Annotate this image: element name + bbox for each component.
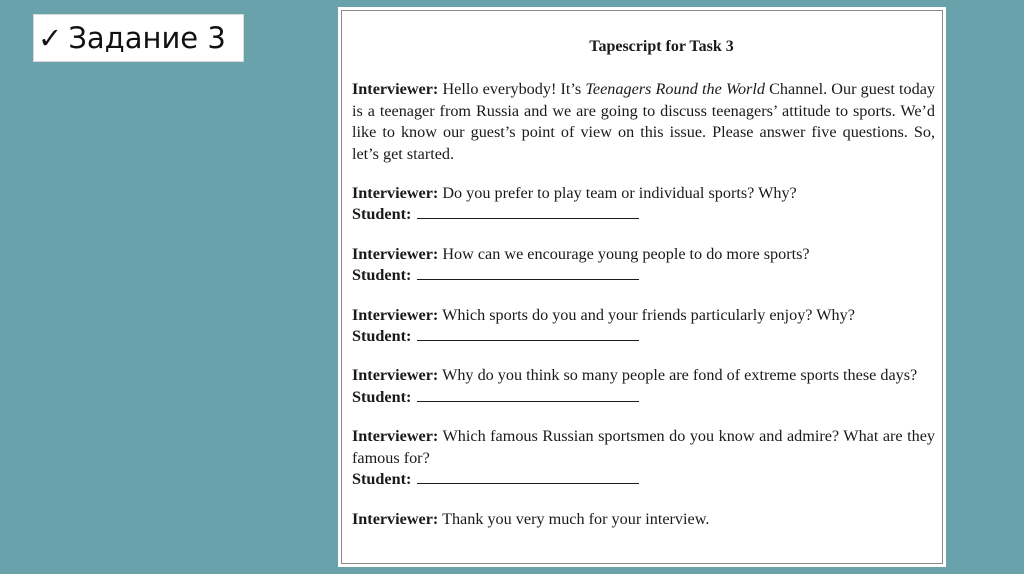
speaker-label-student: Student: — [352, 387, 412, 406]
question-block-4 — [352, 365, 935, 408]
speaker-label-student: Student: — [352, 327, 412, 346]
question-text: How can we encourage young people to do more sports? — [442, 244, 810, 263]
question-text: Why do you think so many people are fond of extreme sports these days? — [442, 366, 918, 385]
tapescript-frame — [341, 10, 943, 564]
closing-block — [352, 509, 935, 530]
question-text: Do you prefer to play team or individual sports? Why? — [442, 184, 797, 203]
speaker-label-interviewer: Interviewer: — [352, 427, 439, 446]
slide-title-box — [33, 14, 244, 62]
document-title: Tapescript for Task 3 — [589, 38, 734, 55]
question-block-1 — [352, 183, 935, 226]
speaker-label-interviewer: Interviewer: — [352, 244, 439, 263]
answer-blank[interactable] — [417, 265, 639, 280]
closing-text: Thank you very much for your interview. — [442, 509, 710, 528]
speaker-label-student: Student: — [352, 470, 412, 489]
speaker-label-interviewer: Interviewer: — [352, 366, 439, 385]
speaker-label-student: Student: — [352, 205, 412, 224]
intro-channel-name: Teenagers Round the World — [585, 80, 765, 99]
answer-blank[interactable] — [417, 326, 639, 341]
question-block-3 — [352, 305, 935, 348]
speaker-label-interviewer: Interviewer: — [352, 509, 439, 528]
question-block-2 — [352, 244, 935, 287]
speaker-label-interviewer: Interviewer: — [352, 80, 439, 99]
speaker-label-interviewer: Interviewer: — [352, 305, 439, 324]
question-text: Which famous Russian sportsmen do you know and admire? What are they famous for? — [352, 427, 935, 467]
answer-blank[interactable] — [417, 469, 639, 484]
answer-blank[interactable] — [417, 204, 639, 219]
tapescript-document — [338, 7, 946, 567]
answer-blank[interactable] — [417, 387, 639, 402]
intro-text-1: Hello everybody! It’s — [442, 80, 586, 99]
checkmark-icon: ✓ — [38, 21, 63, 55]
intro-paragraph — [352, 79, 935, 165]
speaker-label-interviewer: Interviewer: — [352, 184, 439, 203]
intro-text-2: Channel. Our guest today is a teenager from Russia and we are going to discuss teenagers’ attitude to sports. We’d like to know our guest’s point of view on this issue. Please answer five questions. So, let’s get started. — [352, 80, 935, 163]
question-text: Which sports do you and your friends particularly enjoy? Why? — [442, 305, 855, 324]
slide-title: Задание 3 — [68, 21, 226, 55]
question-block-5 — [352, 426, 935, 490]
speaker-label-student: Student: — [352, 266, 412, 285]
